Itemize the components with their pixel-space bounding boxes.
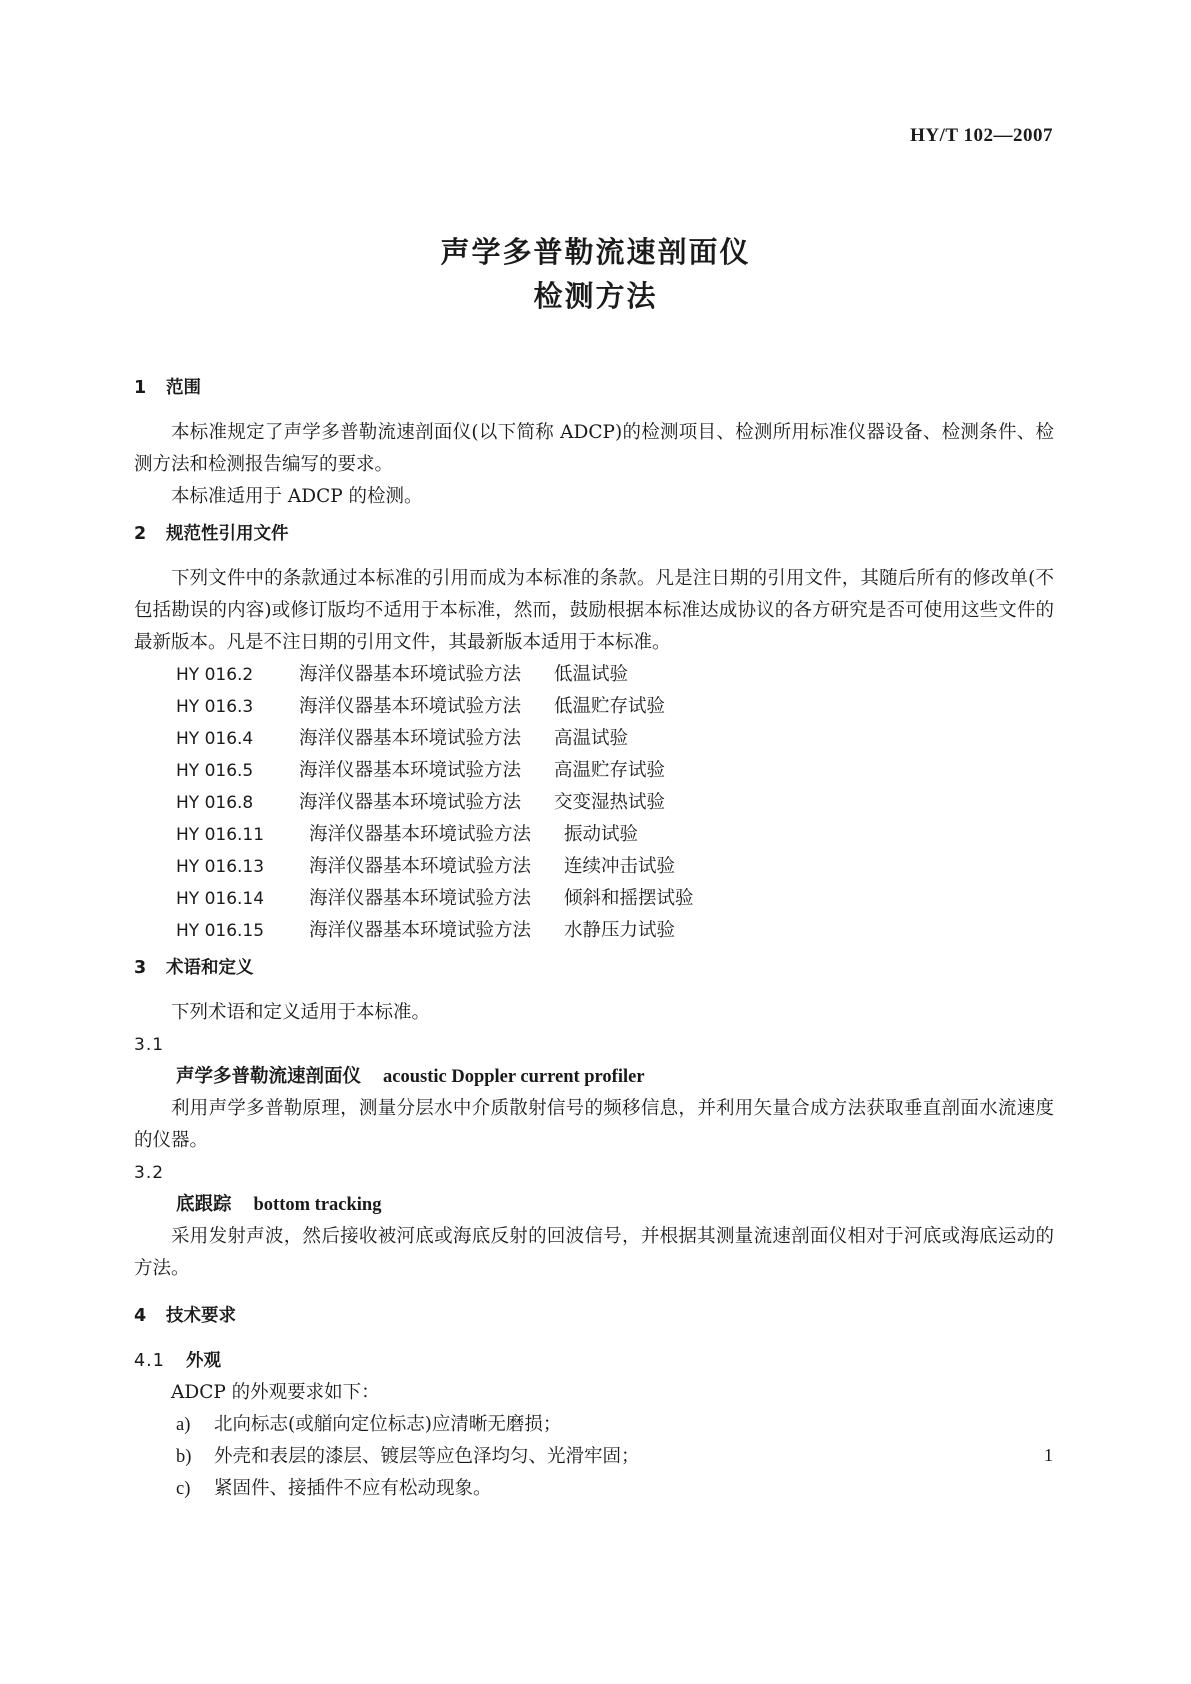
reference-item: [134, 915, 1054, 947]
reference-code: HY 016.2: [176, 665, 254, 685]
term-number: 3.1: [134, 1035, 165, 1055]
term-entry: [134, 1061, 1054, 1093]
paragraph: ADCP 的外观要求如下：: [171, 1382, 380, 1403]
reference-code: HY 016.15: [176, 921, 265, 941]
section-2-heading: [134, 519, 1054, 549]
reference-name: 海洋仪器基本环境试验方法: [309, 856, 532, 877]
reference-item: [134, 755, 1054, 787]
list-item: [134, 1409, 1054, 1441]
term-chinese: 声学多普勒流速剖面仪: [176, 1066, 362, 1087]
reference-name: 海洋仪器基本环境试验方法: [299, 664, 522, 685]
list-marker: a): [176, 1415, 191, 1435]
reference-code: HY 016.8: [176, 793, 254, 813]
paragraph: 下列文件中的条款通过本标准的引用而成为本标准的条款。凡是注日期的引用文件，其随后所有的修改单(不包括勘误的内容)或修订版均不适用于本标准，然而，鼓励根据本标准达成协议的各方研究是否可使用这些文件的最新版本。凡是不注日期的引用文件，其最新版本适用于本标准。: [134, 568, 1054, 653]
reference-name: 海洋仪器基本环境试验方法: [299, 696, 522, 717]
term-definition: 采用发射声波，然后接收被河底或海底反射的回波信号，并根据其测量流速剖面仪相对于河底或海底运动的方法。: [134, 1226, 1054, 1279]
list-text: 紧固件、接插件不应有松动现象。: [214, 1478, 492, 1499]
reference-code: HY 016.3: [176, 697, 254, 717]
reference-code: HY 016.5: [176, 761, 254, 781]
document-title: [0, 230, 1191, 318]
title-line-1: 声学多普勒流速剖面仪: [440, 235, 751, 269]
term-definition: 利用声学多普勒原理，测量分层水中介质散射信号的频移信息，并利用矢量合成方法获取垂直剖面水流速度的仪器。: [134, 1098, 1054, 1151]
paragraph: 下列术语和定义适用于本标准。: [171, 1002, 431, 1023]
reference-name: 海洋仪器基本环境试验方法: [309, 920, 532, 941]
page-number: 1: [1044, 1445, 1053, 1465]
reference-item: [134, 851, 1054, 883]
subsection-title: 外观: [186, 1351, 221, 1371]
reference-test: 振动试验: [564, 824, 639, 845]
reference-item: [134, 883, 1054, 915]
list-marker: b): [176, 1447, 192, 1467]
section-title: 范围: [166, 378, 201, 398]
reference-name: 海洋仪器基本环境试验方法: [309, 824, 532, 845]
standard-number: HY/T 102—2007: [910, 125, 1053, 146]
list-marker: c): [176, 1479, 191, 1499]
reference-test: 交变湿热试验: [554, 792, 666, 813]
reference-item: [134, 787, 1054, 819]
reference-test: 高温试验: [554, 728, 629, 749]
reference-name: 海洋仪器基本环境试验方法: [299, 728, 522, 749]
paragraph: 本标准适用于 ADCP 的检测。: [171, 486, 423, 507]
reference-test: 倾斜和摇摆试验: [564, 888, 694, 909]
reference-test: 水静压力试验: [564, 920, 676, 941]
section-title: 技术要求: [166, 1306, 236, 1326]
subsection-number: 4.1: [134, 1351, 165, 1371]
document-body: [134, 373, 1054, 1505]
section-3-heading: [134, 953, 1054, 983]
list-text: 北向标志(或艏向定位标志)应清晰无磨损；: [214, 1414, 562, 1435]
reference-test: 连续冲击试验: [564, 856, 676, 877]
section-number: 3: [134, 958, 147, 978]
term-number: 3.2: [134, 1163, 165, 1183]
paragraph: 本标准规定了声学多普勒流速剖面仪(以下简称 ADCP)的检测项目、检测所用标准仪器设备、检测条件、检测方法和检测报告编写的要求。: [134, 422, 1054, 475]
section-number: 1: [134, 378, 147, 398]
reference-name: 海洋仪器基本环境试验方法: [309, 888, 532, 909]
section-title: 规范性引用文件: [166, 524, 289, 544]
reference-name: 海洋仪器基本环境试验方法: [299, 792, 522, 813]
reference-item: [134, 723, 1054, 755]
section-1-heading: [134, 373, 1054, 403]
term-english: bottom tracking: [253, 1195, 382, 1215]
reference-name: 海洋仪器基本环境试验方法: [299, 760, 522, 781]
title-line-2: 检测方法: [533, 279, 658, 313]
list-item: [134, 1441, 1054, 1473]
reference-code: HY 016.11: [176, 825, 265, 845]
section-title: 术语和定义: [166, 958, 254, 978]
section-number: 2: [134, 524, 147, 544]
subsection-4-1-heading: [134, 1345, 1054, 1377]
reference-code: HY 016.13: [176, 857, 265, 877]
reference-code: HY 016.14: [176, 889, 265, 909]
reference-test: 低温贮存试验: [554, 696, 666, 717]
reference-item: [134, 659, 1054, 691]
reference-item: [134, 819, 1054, 851]
list-item: [134, 1473, 1054, 1505]
reference-item: [134, 691, 1054, 723]
section-number: 4: [134, 1306, 147, 1326]
section-4-heading: [134, 1301, 1054, 1331]
reference-test: 低温试验: [554, 664, 629, 685]
term-entry: [134, 1189, 1054, 1221]
reference-code: HY 016.4: [176, 729, 254, 749]
list-text: 外壳和表层的漆层、镀层等应色泽均匀、光滑牢固；: [214, 1446, 640, 1467]
term-chinese: 底跟踪: [176, 1194, 232, 1215]
reference-test: 高温贮存试验: [554, 760, 666, 781]
term-english: acoustic Doppler current profiler: [383, 1067, 645, 1087]
